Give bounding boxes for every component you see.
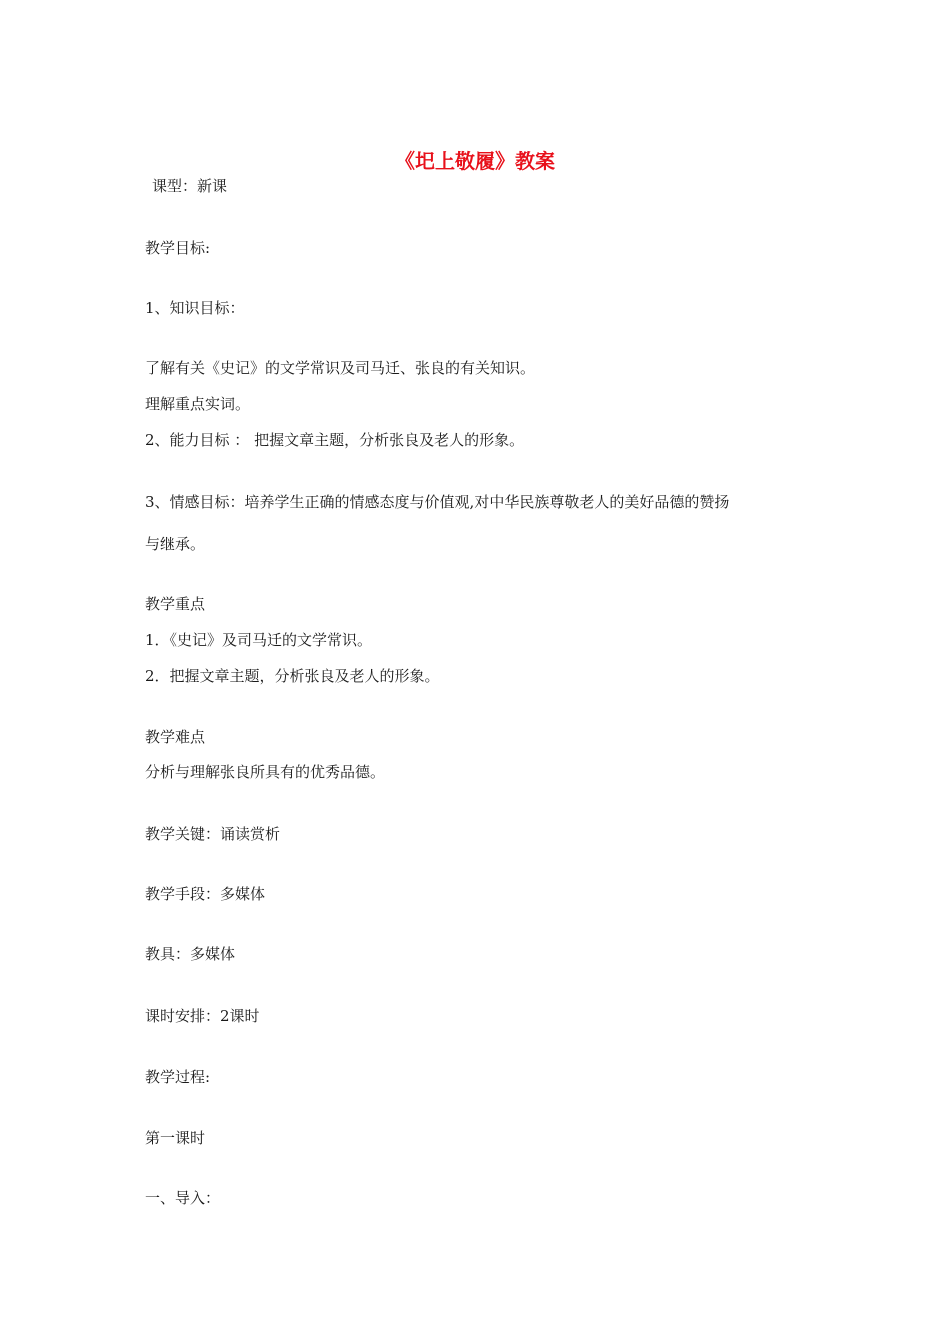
key-point-1: 1．《史记》及司马迁的文学常识。 xyxy=(145,631,373,649)
teaching-key: 教学关键：诵读赏析 xyxy=(145,825,281,843)
introduction-heading: 一、导入： xyxy=(145,1189,221,1207)
goal-ability: 2、能力目标 ： 把握文章主题，分析张良及老人的形象。 xyxy=(145,431,525,449)
section-teaching-process: 教学过程: xyxy=(145,1068,211,1086)
teaching-means: 教学手段：多媒体 xyxy=(145,885,266,903)
lesson-type: 课型：新课 xyxy=(152,177,228,195)
goal-knowledge-heading: 1、知识目标： xyxy=(145,299,245,317)
teaching-tools: 教具：多媒体 xyxy=(145,945,236,963)
goal-emotion: 3、情感目标：培养学生正确的情感态度与价值观,对中华民族尊敬老人的美好品德的赞扬 xyxy=(145,493,730,511)
goal-knowledge-item-1: 了解有关《史记》的文学常识及司马迁、张良的有关知识。 xyxy=(145,359,536,377)
section-key-points: 教学重点 xyxy=(145,595,206,613)
key-point-2: 2．把握文章主题，分析张良及老人的形象。 xyxy=(145,667,440,685)
section-teaching-goals: 教学目标: xyxy=(145,239,211,257)
goal-emotion-continued: 与继承。 xyxy=(145,535,206,553)
goal-knowledge-item-2: 理解重点实词。 xyxy=(145,395,251,413)
section-difficulties: 教学难点 xyxy=(145,728,206,746)
class-schedule: 课时安排：2课时 xyxy=(145,1007,260,1025)
document-title: 《圯上敬履》教案 xyxy=(395,149,555,173)
difficulty-item: 分析与理解张良所具有的优秀品德。 xyxy=(145,763,386,781)
first-class-heading: 第一课时 xyxy=(145,1129,206,1147)
